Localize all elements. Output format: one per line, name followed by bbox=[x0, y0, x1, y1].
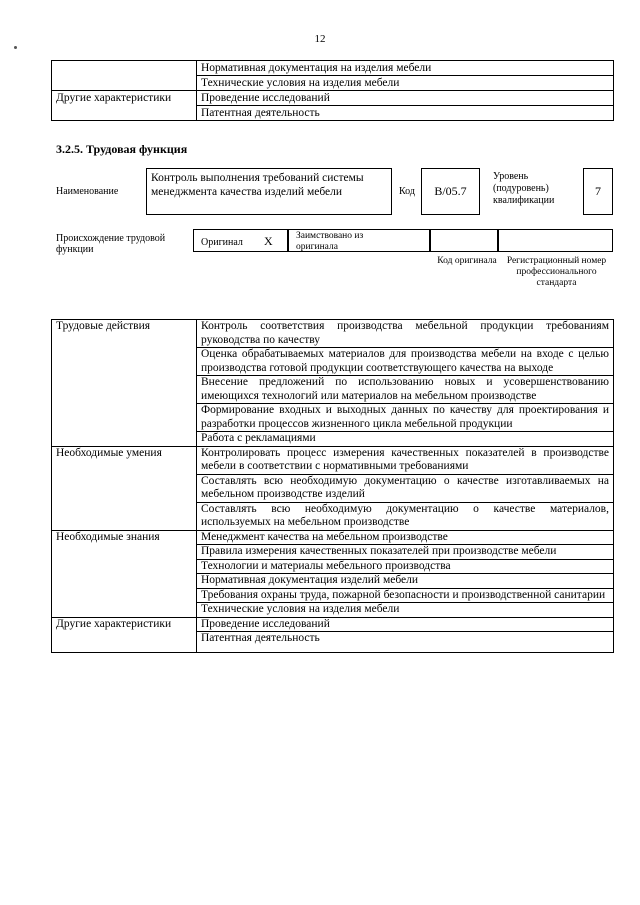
table-cell-item: Оценка обрабатываемых материалов для производства мебели на входе с целью производства готовой продукции соответствующего качества на выходе bbox=[197, 348, 614, 376]
name-label: Наименование bbox=[56, 186, 119, 197]
original-mark: X bbox=[264, 234, 273, 248]
level-label: Уровень (подуровень) квалификации bbox=[493, 171, 555, 206]
group-label-knowledge: Необходимые знания bbox=[52, 530, 197, 617]
code-label: Код bbox=[399, 186, 415, 197]
table-cell-item: Требования охраны труда, пожарной безопасности и производственной санитарии bbox=[197, 588, 614, 603]
table-cell-item: Патентная деятельность bbox=[197, 632, 614, 653]
table-row bbox=[52, 91, 614, 106]
table-cell-item: Внесение предложений по использованию новых и усовершенствованию имеющихся технологий или материалов на мебельном производстве bbox=[197, 376, 614, 404]
table-cell-value: Технические условия на изделия мебели bbox=[197, 76, 614, 91]
group-label-skills: Необходимые умения bbox=[52, 446, 197, 530]
table-cell-item: Менеджмент качества на мебельном производстве bbox=[197, 530, 614, 545]
table-cell-item: Проведение исследований bbox=[197, 617, 614, 632]
table-cell-item: Нормативная документация изделий мебели bbox=[197, 574, 614, 589]
original-code-caption: Код оригинала bbox=[437, 256, 497, 266]
table-cell-item: Формирование входных и выходных данных по качеству для проектирования и разработки процессов жизненного цикла мебельной продукции bbox=[197, 404, 614, 432]
table-cell-item: Технологии и материалы мебельного производства bbox=[197, 559, 614, 574]
table-cell-item: Технические условия на изделия мебели bbox=[197, 603, 614, 618]
registration-number-caption: Регистрационный номер профессионального стандарта bbox=[506, 256, 607, 288]
table-cell-item: Составлять всю необходимую документацию о качестве материалов, используемых на мебельном производстве bbox=[197, 502, 614, 530]
borrowed-label: Заимствовано из оригинала bbox=[296, 231, 364, 252]
group-label-other: Другие характеристики bbox=[52, 617, 197, 653]
registration-number-cell bbox=[498, 229, 613, 252]
table-cell-value: Проведение исследований bbox=[197, 91, 614, 106]
table-row bbox=[52, 61, 614, 76]
table-row bbox=[52, 446, 614, 474]
table-cell-value: Нормативная документация на изделия мебели bbox=[197, 61, 614, 76]
table-row bbox=[52, 617, 614, 632]
section-title: 3.2.5. Трудовая функция bbox=[56, 142, 188, 156]
table-row bbox=[52, 530, 614, 545]
page-number: 12 bbox=[314, 33, 326, 45]
scan-mark bbox=[14, 46, 17, 49]
function-code-field: B/05.7 bbox=[421, 168, 480, 215]
table-cell-item: Контролировать процесс измерения качественных показателей в производстве мебели в соответствии с нормативными требованиями bbox=[197, 446, 614, 474]
table-row bbox=[52, 320, 614, 348]
main-function-table bbox=[51, 319, 614, 653]
original-code-cell bbox=[430, 229, 498, 252]
table-cell-label bbox=[52, 61, 197, 91]
table-cell-item: Правила измерения качественных показателей при производстве мебели bbox=[197, 545, 614, 560]
group-label-actions: Трудовые действия bbox=[52, 320, 197, 447]
origin-label: Происхождение трудовой функции bbox=[56, 233, 166, 255]
top-characteristics-table bbox=[51, 60, 614, 121]
table-cell-item: Контроль соответствия производства мебельной продукции требованиям руководства по качеству bbox=[197, 320, 614, 348]
table-cell-label: Другие характеристики bbox=[52, 91, 197, 121]
table-cell-value: Патентная деятельность bbox=[197, 106, 614, 121]
qualification-level-field: 7 bbox=[583, 168, 613, 215]
function-name-field: Контроль выполнения требований системы менеджмента качества изделий мебели bbox=[146, 168, 392, 215]
table-cell-item: Составлять всю необходимую документацию о качестве изготавливаемых на мебельном производстве изделий bbox=[197, 474, 614, 502]
table-cell-item: Работа с рекламациями bbox=[197, 432, 614, 447]
original-label: Оригинал bbox=[201, 237, 243, 248]
